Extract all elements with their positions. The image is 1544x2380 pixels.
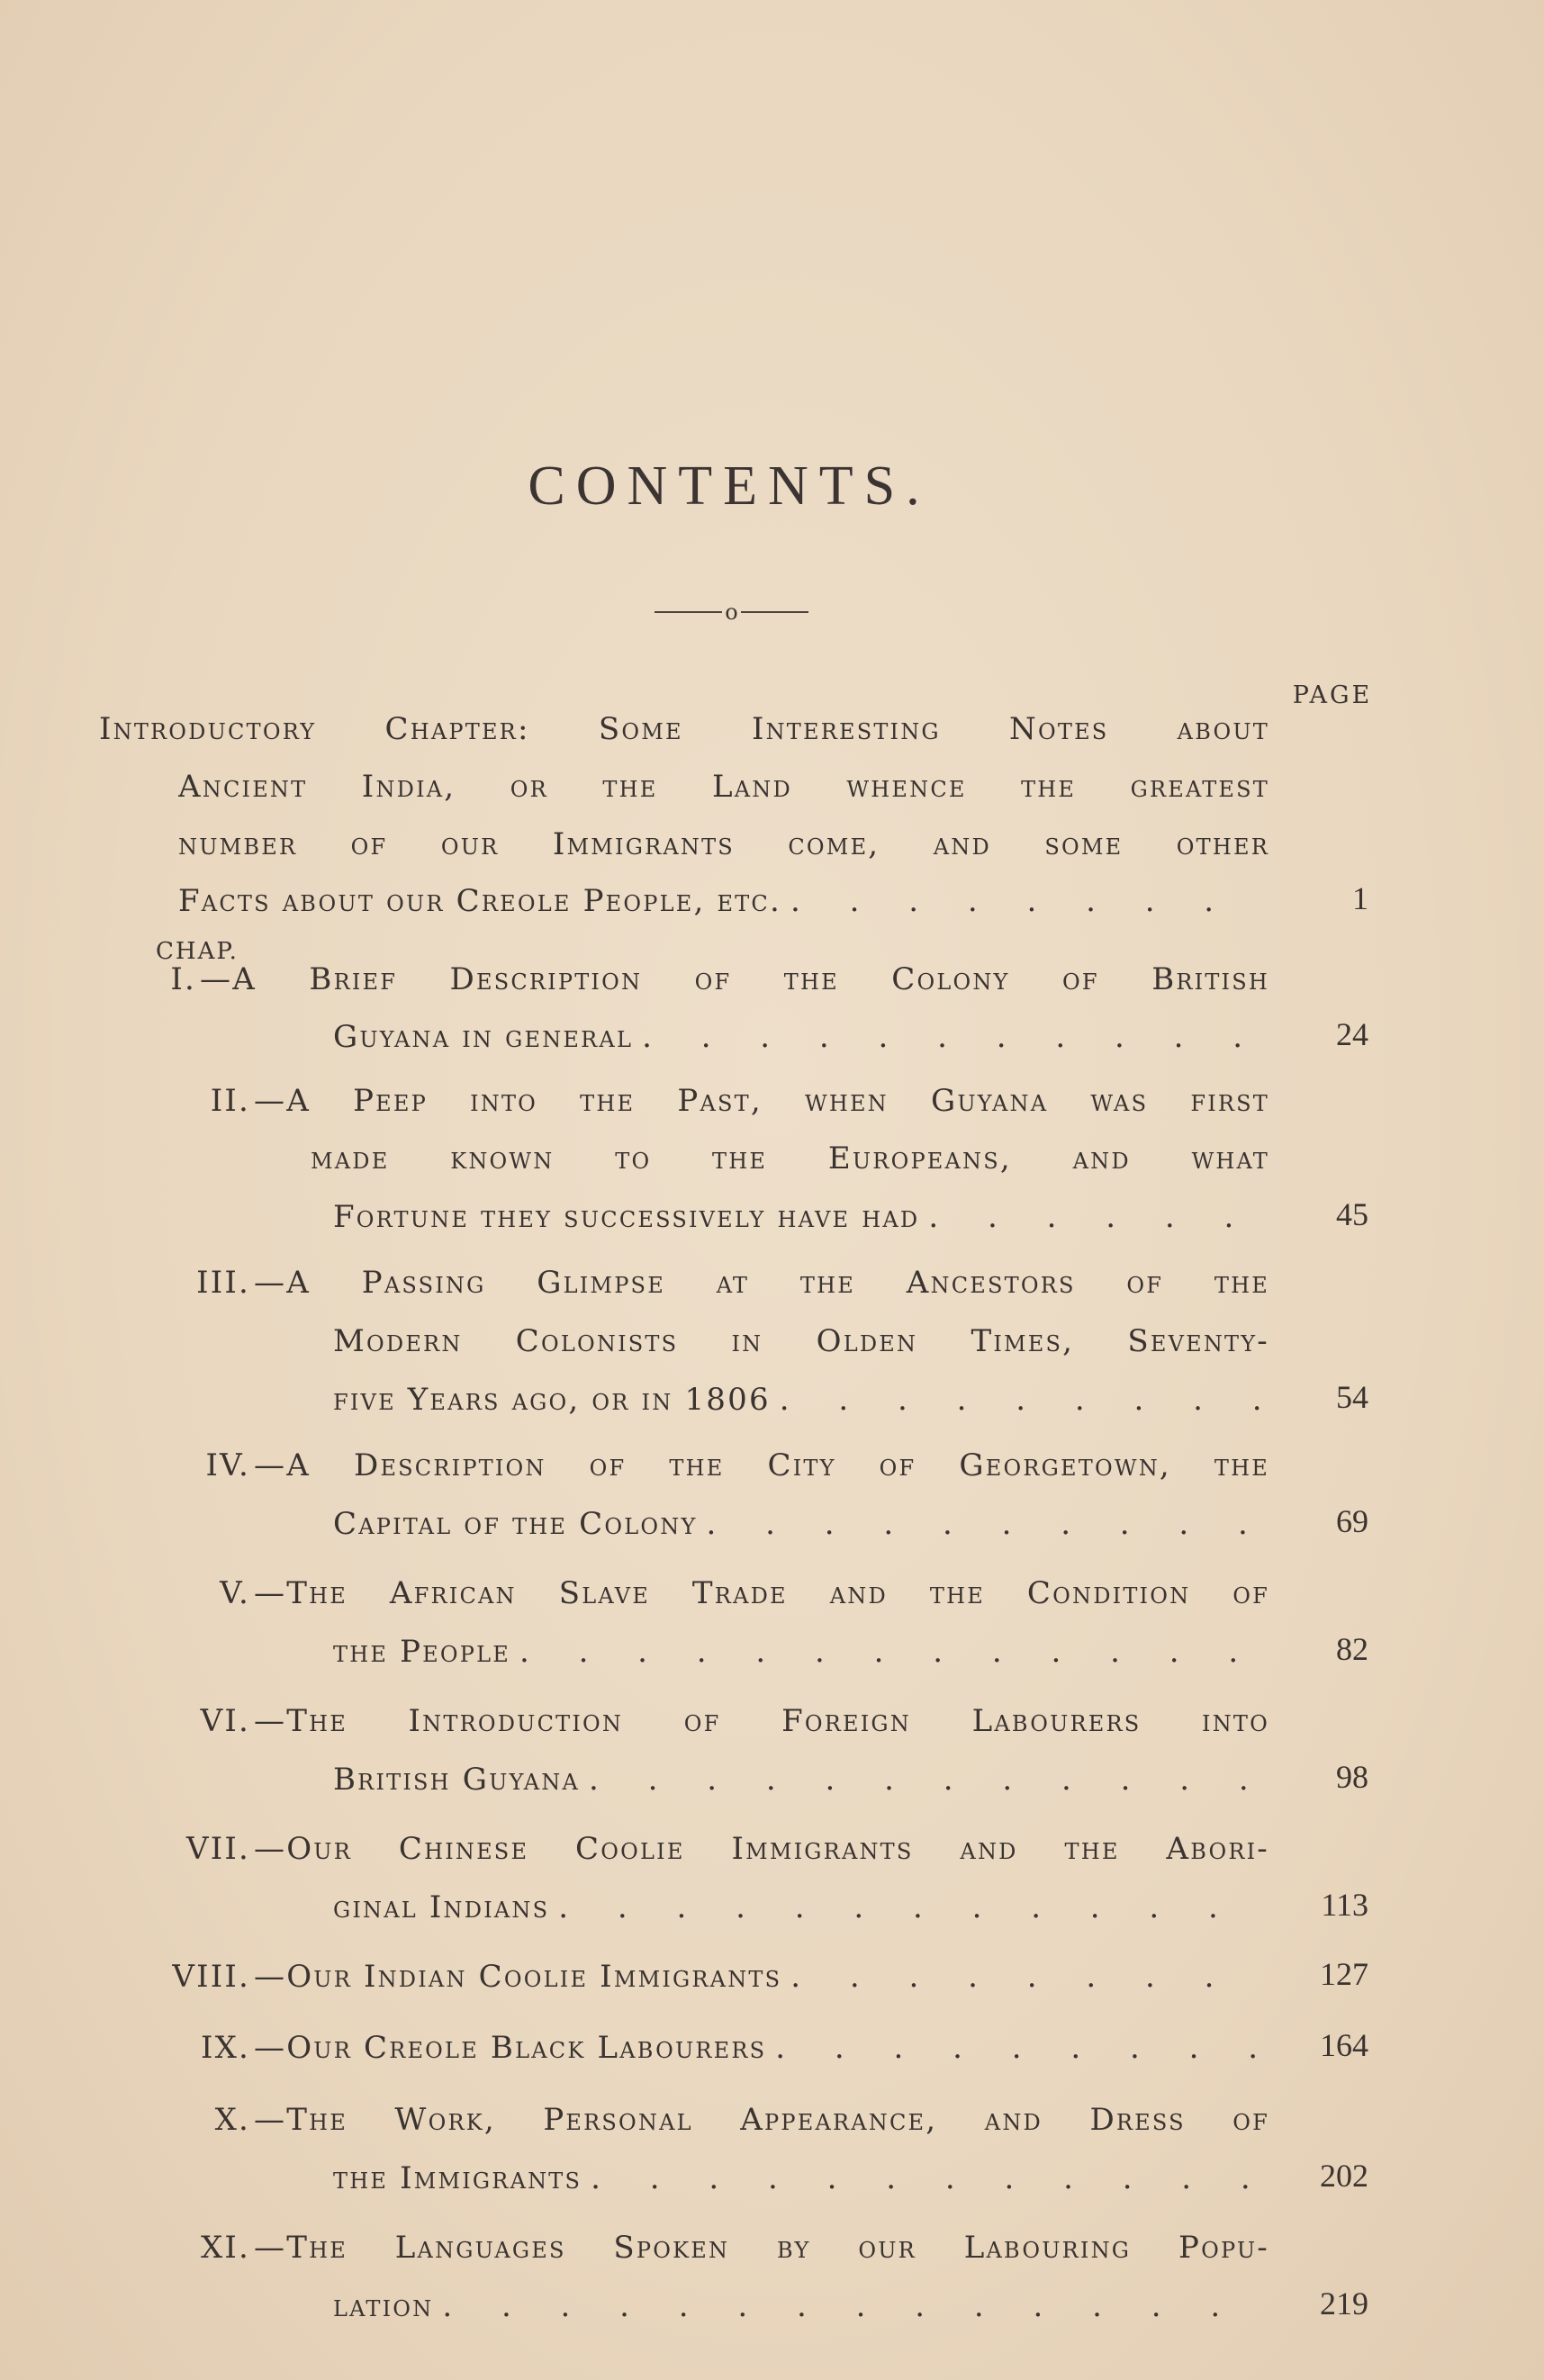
entry-text: British Guyana bbox=[333, 1762, 581, 1798]
toc-entry-line bbox=[178, 883, 1269, 933]
chapter-number: I. bbox=[170, 961, 196, 997]
entry-text: —A Peep into the Past, when Guyana was first bbox=[254, 1083, 1269, 1119]
toc-entry-line bbox=[200, 1703, 1269, 1753]
toc-entry-line bbox=[333, 1762, 1269, 1812]
entry-text: Ancient India, or the Land whence the greatest bbox=[178, 769, 1269, 805]
entry-text: —A Brief Description of the Colony of British bbox=[200, 961, 1269, 997]
toc-entry-line bbox=[214, 2102, 1269, 2152]
toc-entry-line bbox=[333, 1889, 1269, 1940]
dot-leader bbox=[775, 2030, 1260, 2066]
page-number: 1 bbox=[1352, 880, 1368, 916]
title-ornament bbox=[644, 594, 819, 630]
dot-leader bbox=[642, 1019, 1260, 1055]
chapter-number: VIII. bbox=[172, 1959, 250, 1995]
page-number: 202 bbox=[1320, 2158, 1368, 2194]
toc-entry-line bbox=[210, 1083, 1269, 1133]
dot-leader bbox=[558, 1889, 1260, 1925]
chapter-number: X. bbox=[214, 2102, 250, 2138]
chapter-number: IX. bbox=[200, 2030, 250, 2066]
entry-text: lation bbox=[333, 2288, 434, 2324]
chapter-number: XI. bbox=[200, 2230, 250, 2266]
toc-entry-line bbox=[172, 1959, 1269, 2009]
dot-leader bbox=[589, 1762, 1260, 1798]
dot-leader bbox=[790, 883, 1260, 919]
dot-leader bbox=[591, 2160, 1260, 2196]
toc-entry-line bbox=[333, 1199, 1269, 1249]
entry-text: —The African Slave Trade and the Condition of bbox=[254, 1575, 1269, 1611]
page-column-header: PAGE bbox=[1292, 681, 1373, 709]
page-number: 113 bbox=[1321, 1887, 1368, 1923]
toc-entry-line bbox=[333, 1634, 1269, 1684]
chapter-column-header: CHAP. bbox=[156, 938, 239, 965]
page-number: 45 bbox=[1336, 1196, 1368, 1232]
entry-text: Modern Colonists in Olden Times, Seventy- bbox=[333, 1323, 1269, 1359]
entry-text: —The Languages Spoken by our Labouring Popu- bbox=[254, 2230, 1269, 2266]
page-number: 24 bbox=[1336, 1016, 1368, 1052]
entry-text: —The Introduction of Foreign Labourers into bbox=[254, 1703, 1269, 1739]
toc-entry-line bbox=[333, 1323, 1269, 1374]
toc-entry-line bbox=[196, 1265, 1269, 1315]
entry-text: the People bbox=[333, 1634, 510, 1670]
toc-entry-line bbox=[333, 2288, 1269, 2339]
ornament-rule-right bbox=[741, 611, 808, 613]
dot-leader bbox=[780, 1382, 1260, 1418]
entry-text: Capital of the Colony bbox=[333, 1506, 698, 1542]
dot-leader bbox=[790, 1959, 1260, 1995]
entry-text: number of our Immigrants come, and some other bbox=[178, 826, 1269, 862]
dot-leader bbox=[707, 1506, 1261, 1542]
entry-text: Fortune they successively have had bbox=[333, 1199, 920, 1235]
entry-text: —A Description of the City of Georgetown, the bbox=[254, 1447, 1269, 1483]
toc-entry-line bbox=[178, 769, 1269, 819]
dot-leader bbox=[928, 1199, 1260, 1235]
page-number: 98 bbox=[1336, 1759, 1368, 1795]
toc-entry-line bbox=[311, 1140, 1269, 1191]
dot-leader bbox=[519, 1634, 1260, 1670]
chapter-number: VI. bbox=[200, 1703, 250, 1739]
page-number: 127 bbox=[1320, 1956, 1368, 1992]
page-number: 54 bbox=[1336, 1379, 1368, 1415]
toc-entry-line bbox=[333, 1382, 1269, 1432]
page-number: 164 bbox=[1320, 2027, 1368, 2063]
entry-text: —Our Creole Black Labourers bbox=[254, 2030, 767, 2066]
entry-text: five Years ago, or in 1806 bbox=[333, 1382, 771, 1418]
entry-text: Facts about our Creole People, etc. bbox=[178, 883, 781, 919]
page-number: 82 bbox=[1336, 1631, 1368, 1667]
ornament-rule-left bbox=[655, 611, 722, 613]
toc-entry-line bbox=[220, 1575, 1269, 1626]
toc-entry-line bbox=[178, 826, 1269, 877]
entry-text: —The Work, Personal Appearance, and Dress of bbox=[254, 2102, 1269, 2138]
toc-entry-line bbox=[333, 2160, 1269, 2211]
toc-entry-line bbox=[170, 961, 1269, 1012]
dot-leader bbox=[442, 2288, 1260, 2324]
toc-entry-line bbox=[200, 2230, 1269, 2280]
toc-entry-line bbox=[205, 1447, 1269, 1498]
chapter-number: IV. bbox=[205, 1447, 250, 1483]
entry-text: —A Passing Glimpse at the Ancestors of the bbox=[254, 1265, 1269, 1301]
entry-text: the Immigrants bbox=[333, 2160, 582, 2196]
entry-text: made known to the Europeans, and what bbox=[311, 1140, 1269, 1176]
page-number: 69 bbox=[1336, 1503, 1368, 1539]
chapter-number: V. bbox=[220, 1575, 250, 1611]
chapter-number: III. bbox=[196, 1265, 250, 1301]
chapter-number: VII. bbox=[185, 1831, 250, 1867]
toc-entry-line bbox=[333, 1019, 1269, 1069]
chapter-number: II. bbox=[210, 1083, 250, 1119]
toc-entry-line bbox=[99, 711, 1269, 762]
entry-text: —Our Indian Coolie Immigrants bbox=[254, 1959, 782, 1995]
page-number: 219 bbox=[1320, 2285, 1368, 2321]
entry-text: Guyana in general bbox=[333, 1019, 634, 1055]
page-title: CONTENTS. bbox=[528, 455, 931, 517]
entry-text: ginal Indians bbox=[333, 1889, 550, 1925]
ornament-circle: o bbox=[725, 600, 738, 625]
entry-text: Introductory Chapter: Some Interesting Notes about bbox=[99, 711, 1269, 747]
toc-entry-line bbox=[333, 1506, 1269, 1556]
entry-text: —Our Chinese Coolie Immigrants and the Abori- bbox=[254, 1831, 1269, 1867]
toc-entry-line bbox=[200, 2030, 1269, 2080]
toc-entry-line bbox=[185, 1831, 1269, 1881]
